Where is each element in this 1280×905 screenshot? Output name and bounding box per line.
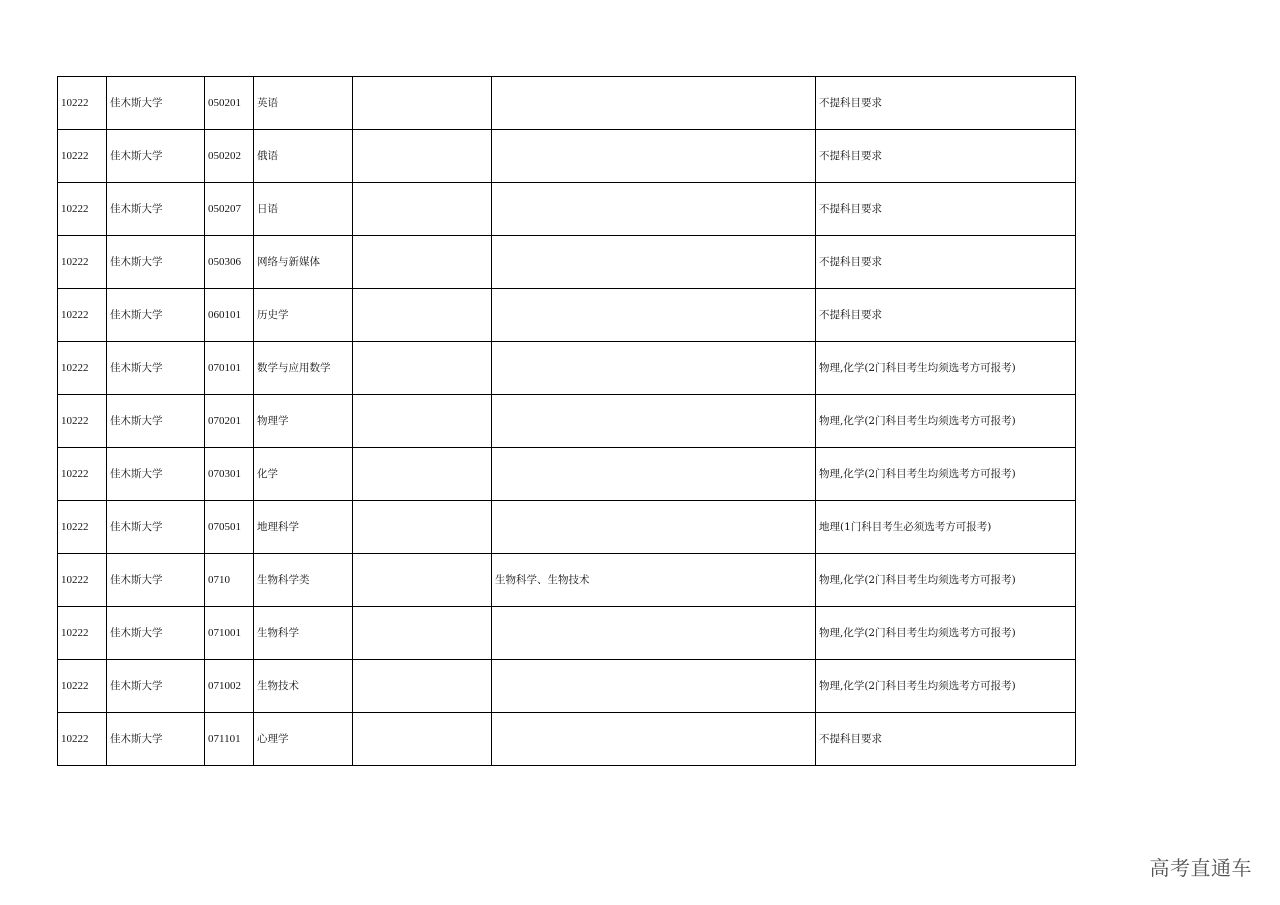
table-row xyxy=(58,183,1076,236)
major-code-cell: 071101 xyxy=(205,713,254,766)
school-code-cell: 10222 xyxy=(58,395,107,448)
subject-requirement-cell: 物理,化学(2门科目考生均须选考方可报考) xyxy=(816,395,1076,448)
subject-requirement-cell: 物理,化学(2门科目考生均须选考方可报考) xyxy=(816,660,1076,713)
school-name-cell: 佳木斯大学 xyxy=(107,77,205,130)
empty-cell xyxy=(353,607,492,660)
school-code-cell: 10222 xyxy=(58,607,107,660)
major-name-cell: 生物技术 xyxy=(254,660,353,713)
school-code-cell: 10222 xyxy=(58,713,107,766)
school-name-cell: 佳木斯大学 xyxy=(107,607,205,660)
table-row xyxy=(58,554,1076,607)
school-code-cell: 10222 xyxy=(58,448,107,501)
major-name-cell: 数学与应用数学 xyxy=(254,342,353,395)
major-code-cell: 050202 xyxy=(205,130,254,183)
school-name-cell: 佳木斯大学 xyxy=(107,501,205,554)
empty-cell xyxy=(353,183,492,236)
table-row xyxy=(58,289,1076,342)
major-name-cell: 网络与新媒体 xyxy=(254,236,353,289)
major-code-cell: 070301 xyxy=(205,448,254,501)
empty-cell xyxy=(353,448,492,501)
major-name-cell: 物理学 xyxy=(254,395,353,448)
school-code-cell: 10222 xyxy=(58,660,107,713)
major-name-cell: 生物科学 xyxy=(254,607,353,660)
major-name-cell: 英语 xyxy=(254,77,353,130)
table-row xyxy=(58,607,1076,660)
major-code-cell: 050201 xyxy=(205,77,254,130)
included-majors-cell xyxy=(492,236,816,289)
included-majors-cell xyxy=(492,130,816,183)
subject-requirement-cell: 物理,化学(2门科目考生均须选考方可报考) xyxy=(816,448,1076,501)
subject-requirement-cell: 物理,化学(2门科目考生均须选考方可报考) xyxy=(816,554,1076,607)
major-code-cell: 050306 xyxy=(205,236,254,289)
table-row xyxy=(58,448,1076,501)
included-majors-cell xyxy=(492,713,816,766)
subject-requirement-cell: 不提科目要求 xyxy=(816,183,1076,236)
table-row xyxy=(58,713,1076,766)
included-majors-cell: 生物科学、生物技术 xyxy=(492,554,816,607)
school-code-cell: 10222 xyxy=(58,342,107,395)
major-code-cell: 070101 xyxy=(205,342,254,395)
major-name-cell: 日语 xyxy=(254,183,353,236)
empty-cell xyxy=(353,713,492,766)
included-majors-cell xyxy=(492,342,816,395)
major-name-cell: 俄语 xyxy=(254,130,353,183)
subject-requirement-cell: 不提科目要求 xyxy=(816,236,1076,289)
school-name-cell: 佳木斯大学 xyxy=(107,342,205,395)
included-majors-cell xyxy=(492,183,816,236)
empty-cell xyxy=(353,236,492,289)
empty-cell xyxy=(353,77,492,130)
subject-requirements-table xyxy=(57,76,1076,766)
empty-cell xyxy=(353,289,492,342)
subject-requirement-cell: 不提科目要求 xyxy=(816,289,1076,342)
school-code-cell: 10222 xyxy=(58,236,107,289)
major-code-cell: 070201 xyxy=(205,395,254,448)
table-body xyxy=(58,77,1076,766)
school-code-cell: 10222 xyxy=(58,130,107,183)
major-name-cell: 生物科学类 xyxy=(254,554,353,607)
watermark-text: 高考直通车 xyxy=(1149,856,1252,880)
empty-cell xyxy=(353,342,492,395)
included-majors-cell xyxy=(492,448,816,501)
major-name-cell: 地理科学 xyxy=(254,501,353,554)
included-majors-cell xyxy=(492,607,816,660)
major-code-cell: 071002 xyxy=(205,660,254,713)
subject-requirement-cell: 不提科目要求 xyxy=(816,77,1076,130)
included-majors-cell xyxy=(492,289,816,342)
table-row xyxy=(58,236,1076,289)
table-row xyxy=(58,501,1076,554)
school-code-cell: 10222 xyxy=(58,501,107,554)
major-name-cell: 化学 xyxy=(254,448,353,501)
major-name-cell: 心理学 xyxy=(254,713,353,766)
school-name-cell: 佳木斯大学 xyxy=(107,554,205,607)
subject-requirement-cell: 物理,化学(2门科目考生均须选考方可报考) xyxy=(816,607,1076,660)
subject-requirement-cell: 不提科目要求 xyxy=(816,130,1076,183)
school-name-cell: 佳木斯大学 xyxy=(107,130,205,183)
major-code-cell: 060101 xyxy=(205,289,254,342)
major-code-cell: 050207 xyxy=(205,183,254,236)
school-name-cell: 佳木斯大学 xyxy=(107,448,205,501)
school-name-cell: 佳木斯大学 xyxy=(107,395,205,448)
major-name-cell: 历史学 xyxy=(254,289,353,342)
empty-cell xyxy=(353,501,492,554)
major-code-cell: 071001 xyxy=(205,607,254,660)
empty-cell xyxy=(353,130,492,183)
school-code-cell: 10222 xyxy=(58,77,107,130)
empty-cell xyxy=(353,660,492,713)
included-majors-cell xyxy=(492,77,816,130)
subject-requirement-cell: 地理(1门科目考生必须选考方可报考) xyxy=(816,501,1076,554)
school-name-cell: 佳木斯大学 xyxy=(107,713,205,766)
table-row xyxy=(58,395,1076,448)
major-code-cell: 0710 xyxy=(205,554,254,607)
included-majors-cell xyxy=(492,395,816,448)
major-code-cell: 070501 xyxy=(205,501,254,554)
school-name-cell: 佳木斯大学 xyxy=(107,183,205,236)
subject-requirement-cell: 物理,化学(2门科目考生均须选考方可报考) xyxy=(816,342,1076,395)
school-code-cell: 10222 xyxy=(58,183,107,236)
table-row xyxy=(58,77,1076,130)
school-code-cell: 10222 xyxy=(58,289,107,342)
table-row xyxy=(58,660,1076,713)
included-majors-cell xyxy=(492,501,816,554)
included-majors-cell xyxy=(492,660,816,713)
school-code-cell: 10222 xyxy=(58,554,107,607)
empty-cell xyxy=(353,395,492,448)
school-name-cell: 佳木斯大学 xyxy=(107,236,205,289)
table-row xyxy=(58,342,1076,395)
empty-cell xyxy=(353,554,492,607)
table-row xyxy=(58,130,1076,183)
subject-requirement-cell: 不提科目要求 xyxy=(816,713,1076,766)
school-name-cell: 佳木斯大学 xyxy=(107,289,205,342)
school-name-cell: 佳木斯大学 xyxy=(107,660,205,713)
